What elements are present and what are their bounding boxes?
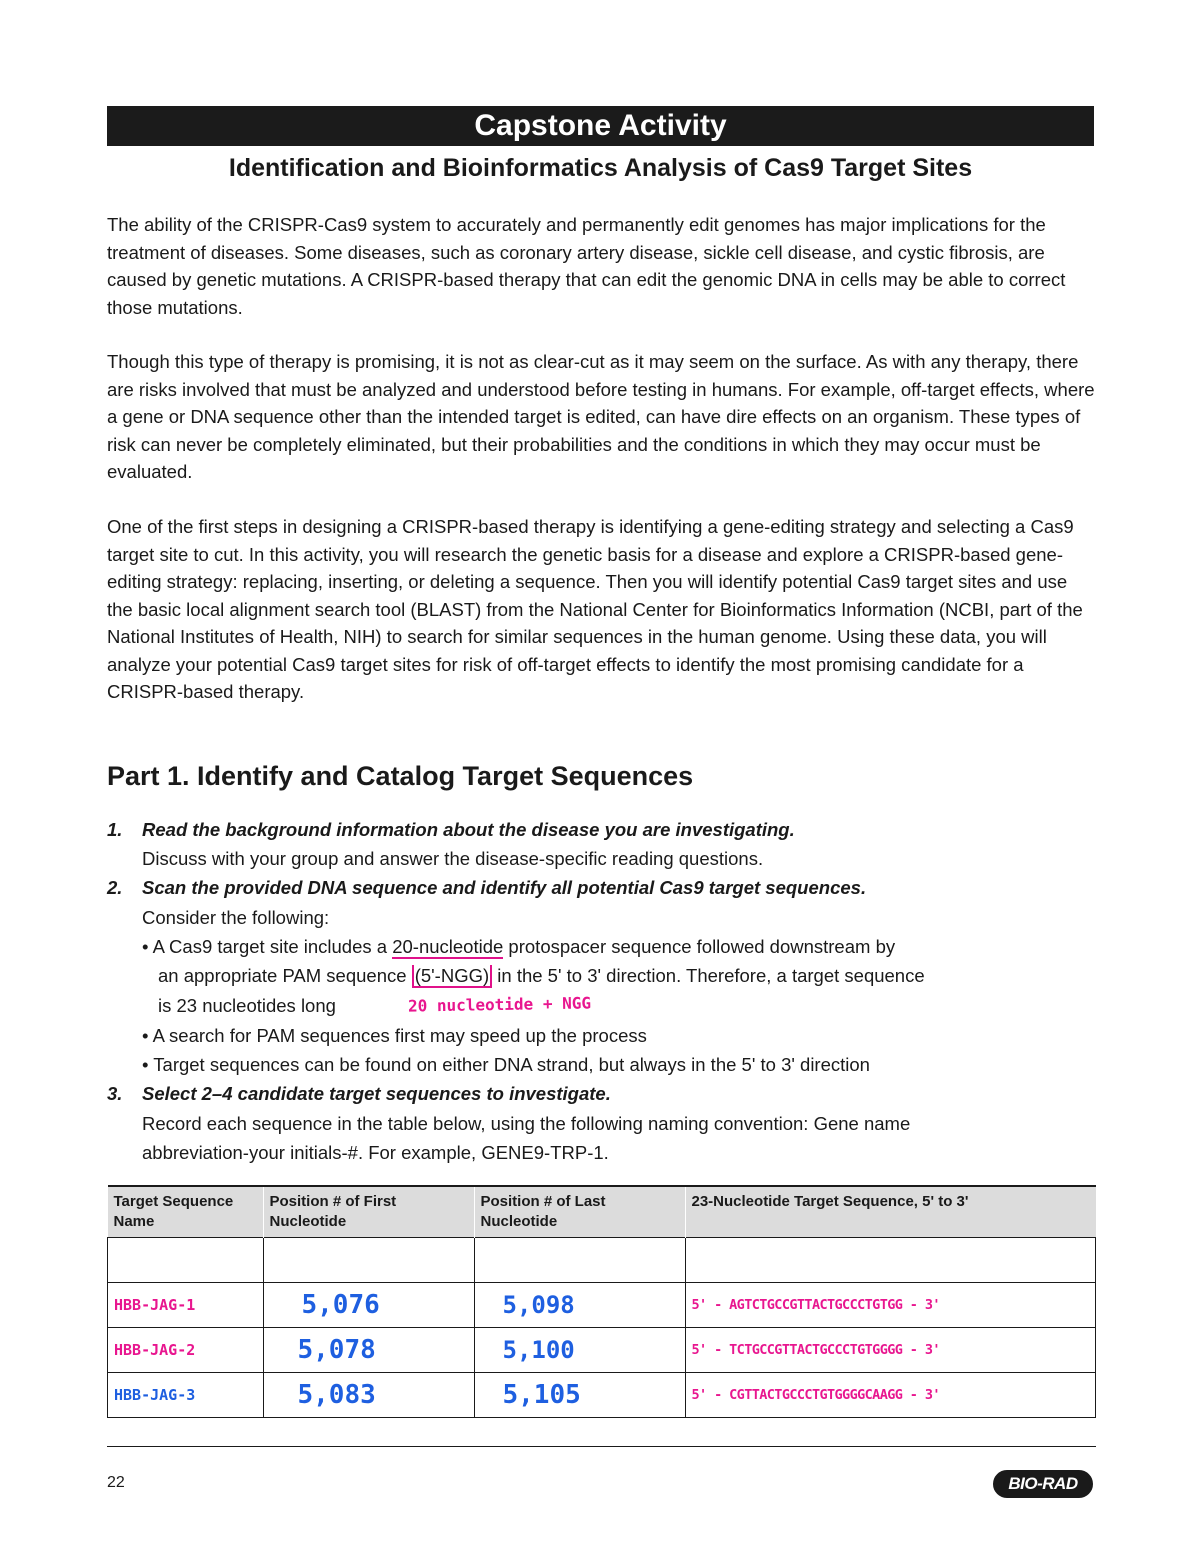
boxed-pam-sequence: (5'-NGG) (412, 965, 492, 988)
cell-seq[interactable]: 5' - CGTTACTGCCCTGTGGGGCAAGG - 3' (685, 1373, 1096, 1418)
bullet-3: • Target sequences can be found on either DNA strand, but always in the 5' to 3' direction (142, 1054, 870, 1075)
footer-divider (107, 1446, 1096, 1447)
activity-banner: Capstone Activity (107, 106, 1094, 146)
cell-name[interactable] (108, 1238, 264, 1283)
table-header-row (108, 1186, 1096, 1238)
cell-last[interactable]: 5,105 (474, 1373, 685, 1418)
intro-paragraph-1: The ability of the CRISPR-Cas9 system to accurately and permanently edit genomes has major implications for the treatment of diseases. Some diseases, such as coronary artery disease, sickle cell disease, and cystic fibrosis, are caused by genetic mutations. A CRISPR-based therapy that can edit the genomic DNA in cells may be able to correct those mutations. (107, 214, 1066, 318)
cell-seq[interactable]: 5' - AGTCTGCCGTTACTGCCCTGTGG - 3' (685, 1283, 1096, 1328)
target-sequence-table (107, 1185, 1096, 1418)
cell-first[interactable]: 5,076 (263, 1283, 474, 1328)
table-row (108, 1283, 1096, 1328)
header-first-position: Position # of First Nucleotide (263, 1186, 474, 1238)
table-row (108, 1373, 1096, 1418)
cell-last[interactable] (474, 1238, 685, 1283)
cell-last[interactable]: 5,098 (474, 1283, 685, 1328)
step-3-lead: Select 2–4 candidate target sequences to investigate. (142, 1083, 611, 1104)
bullet-2: • A search for PAM sequences first may speed up the process (142, 1025, 647, 1046)
step-2-body: Consider the following: (142, 907, 330, 928)
header-sequence-name: Target Sequence Name (108, 1186, 264, 1238)
step-3-body-1: Record each sequence in the table below, using the following naming convention: Gene name (142, 1113, 911, 1134)
bullet-1-text-b: protospacer sequence followed downstream by (503, 936, 896, 957)
cell-last[interactable]: 5,100 (474, 1328, 685, 1373)
part1-heading: Part 1. Identify and Catalog Target Sequences (107, 761, 694, 791)
intro-paragraph-2: Though this type of therapy is promising, it is not as clear-cut as it may seem on the surface. As with any therapy, there are risks involved that must be analyzed and understood before testing in humans. For example, off-target effects, where a gene or DNA sequence other than the intended target is edited, can have dire effects on an organism. These types of risk can never be completely eliminated, but their probabilities and the conditions in which they may occur must be evaluated. (107, 351, 1095, 482)
page-number: 22 (107, 1474, 125, 1491)
step-1-lead: Read the background information about the disease you are investigating. (142, 819, 795, 840)
underlined-20-nucleotide: 20-nucleotide (392, 936, 504, 957)
cell-first[interactable]: 5,083 (263, 1373, 474, 1418)
cell-name[interactable]: HBB-JAG-3 (108, 1373, 264, 1418)
bullet-1-text-d: in the 5' to 3' direction. Therefore, a target sequence (492, 965, 925, 986)
cell-first[interactable] (263, 1238, 474, 1283)
bullet-1-line-2 (158, 961, 925, 990)
bullet-1-line-1 (142, 932, 895, 961)
table-row (108, 1328, 1096, 1373)
table-row (108, 1238, 1096, 1283)
step-1-body: Discuss with your group and answer the disease-specific reading questions. (142, 848, 764, 869)
cell-seq[interactable] (685, 1238, 1096, 1283)
step-1-number: 1. (107, 819, 123, 840)
header-target-sequence: 23-Nucleotide Target Sequence, 5' to 3' (685, 1186, 1096, 1238)
handwritten-note: 20 nucleotide + NGG (407, 993, 592, 1016)
bullet-1-line-3: is 23 nucleotides long (158, 995, 336, 1016)
header-last-position: Position # of Last Nucleotide (474, 1186, 685, 1238)
bullet-1-text-a: • A Cas9 target site includes a (142, 936, 393, 957)
cell-seq[interactable]: 5' - TCTGCCGTTACTGCCCTGTGGGG - 3' (685, 1328, 1096, 1373)
cell-name[interactable]: HBB-JAG-2 (108, 1328, 264, 1373)
step-2-lead: Scan the provided DNA sequence and identify all potential Cas9 target sequences. (142, 877, 867, 898)
cell-first[interactable]: 5,078 (263, 1328, 474, 1373)
step-3-number: 3. (107, 1083, 123, 1104)
bio-rad-logo: BIO-RAD (993, 1470, 1093, 1498)
bullet-1-text-c: an appropriate PAM sequence (158, 965, 412, 986)
step-3-body-2: abbreviation-your initials-#. For example, GENE9-TRP-1. (142, 1142, 609, 1163)
cell-name[interactable]: HBB-JAG-1 (108, 1283, 264, 1328)
activity-subtitle: Identification and Bioinformatics Analysis of Cas9 Target Sites (228, 154, 973, 182)
step-2-number: 2. (107, 877, 123, 898)
intro-paragraph-3: One of the first steps in designing a CRISPR-based therapy is identifying a gene-editing strategy and selecting a Cas9 target site to cut. In this activity, you will research the genetic basis for a disease and explore a CRISPR-based gene-editing strategy: replacing, inserting, or deleting a sequence. Then you will identify potential Cas9 target sites and use the basic local alignment search tool (BLAST) from the National Center for Bioinformatics Information (NCBI, part of the National Institutes of Health, NIH) to search for similar sequences in the human genome. Using these data, you will analyze your potential Cas9 target sites for risk of off-target effects to identify the most promising candidate for a CRISPR-based therapy. (107, 516, 1083, 702)
